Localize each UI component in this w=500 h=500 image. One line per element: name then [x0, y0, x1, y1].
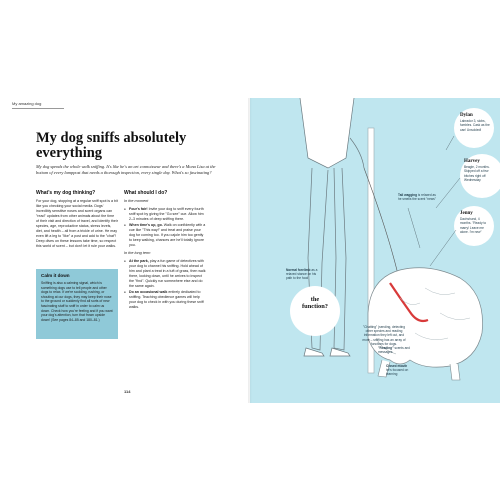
- calm-it-down-box: [36, 269, 118, 339]
- dylan-text: Labrador 3, slobs, fumbles. Cask as the can! Unsolded!: [460, 119, 490, 132]
- list-item-text: play a fun game of detectives with your dog to channel his sniffing. Hold ahead of him and plant a treat in a tuft of grass, then walk there, looking down, until he arrives to inspect the "find". Quickly run somewhere else and do the same again.: [129, 259, 206, 288]
- note-lead: "Reading": [378, 346, 394, 350]
- pointer-line-icon: [430, 230, 456, 266]
- list-item-lead: Do an occasional walk: [129, 290, 168, 294]
- dylan-name: Dylan: [460, 113, 473, 118]
- column-thinking: [36, 190, 118, 252]
- pointer-line-icon: [436, 178, 460, 208]
- list-item-text: entirely dedicated to sniffing. Teaching obedience games will help your dog to check in with you during these sniff walks.: [129, 290, 204, 309]
- page-number: 114: [124, 389, 131, 394]
- what-to-do-heading: What should I do?: [124, 190, 168, 196]
- note-text: is relaxed as he smells the scent "news": [398, 193, 436, 202]
- list-item-lead: At the park,: [129, 259, 149, 263]
- book-spread: [0, 98, 500, 403]
- mouth-note: [386, 364, 420, 377]
- list-item-text: Walk on confidently with a cue like "This way!" and treat and praise your dog for coming too. If you cajole him too gently to keep walking, chances are he'll totally ignore you.: [129, 223, 206, 247]
- jenny-note: [460, 212, 490, 234]
- harvey-text: Beagle, 2 months. Skipped off a few bitches right off Wednesday: [464, 165, 490, 182]
- calm-box-heading: Calm it down: [41, 273, 70, 278]
- note-lead: Tail wagging: [398, 193, 418, 197]
- jenny-text: Dachshund, 4 months. "Ready to marry! Leave me alone. I'm new": [460, 217, 487, 234]
- list-item-text: Invite your dog to sniff every fourth sniff spot by giving the "Go see" cue. Allow him 2–3 minutes of deep sniffing there.: [129, 207, 204, 221]
- list-item-lead: When time's up, go.: [129, 223, 163, 227]
- list-item-lead: Four's fair!: [129, 207, 148, 211]
- tail-wagging-note: [398, 193, 438, 201]
- list-item: [124, 207, 206, 222]
- pointer-line-icon: [446, 136, 454, 150]
- dylan-note: [460, 114, 490, 132]
- running-head-rule: [12, 108, 64, 109]
- left-page: [0, 98, 250, 403]
- function-heading-line2: function?: [302, 303, 328, 310]
- right-page: [250, 98, 500, 403]
- long-term-list: [124, 259, 206, 310]
- intro-paragraph: My dog spends the whole walk sniffing. It's like he's an art connoisseur and there's a Mona Lisa at the bottom of every lamppost that needs a thorough inspection, every single day. What's so fascinating?: [36, 164, 216, 175]
- harvey-name: Harvey: [464, 159, 480, 164]
- harvey-note: [464, 160, 498, 182]
- list-item: [124, 223, 206, 248]
- page-title: My dog sniffs absolutely everything: [36, 130, 187, 161]
- dog-walk-illustration: [250, 98, 500, 403]
- calm-box-body: Sniffing is also a calming signal, which is something dogs use to tell people and other dogs to relax. If we're scolding, rushing, or shouting at our dogs, they may keep their nose to the ground or suddenly find all sorts of new fascinating stuff to sniff in order to calm us down. Check how you're feeling and if you want your dog's attention, turn that frown upside down! (See pages 84–85 and 180–81.): [41, 281, 113, 322]
- jenny-name: Jenny: [460, 211, 473, 216]
- note-text: as a relaxed stance on his path to the food: [286, 268, 318, 281]
- in-the-moment-list: [124, 207, 206, 248]
- note-lead: Normal forelimb: [286, 268, 311, 272]
- book-gutter: [248, 98, 252, 403]
- in-the-long-term-subheading: In the long term: [124, 251, 151, 255]
- in-the-moment-subheading: In the moment: [124, 199, 149, 203]
- forelimb-note: [286, 268, 322, 281]
- note-lead: Closed mouth: [386, 364, 408, 368]
- note-text: he's focused on learning: [386, 368, 409, 377]
- list-item: [124, 290, 206, 310]
- thinking-heading: What's my dog thinking?: [36, 190, 96, 196]
- note-text: scents and messages: [378, 346, 410, 355]
- column-what-to-do: [124, 190, 206, 313]
- list-item: [124, 259, 206, 289]
- pointer-line-icon: [408, 208, 420, 248]
- thinking-body: For your dog, stopping at a regular sniff spot is a bit like you checking your social media. Dogs' incredibly sensitive noses and scent organs can "read" updates from other animals about the time of their visit and direction of travel, and identify their species, age, reproductive status, stress levels, diet, and health – all from a trickle of urine. He may even lift a leg to "like" a post and add to the "chat"! Deep dives on these lessons take time, so respect this world of scent – but don't let it rule your walks.: [36, 199, 118, 248]
- reading-note: [378, 346, 412, 354]
- running-head: My amazing dog: [12, 101, 42, 106]
- function-note: "Chatting" (sending, detecting other species and reading information they left out, and more – sniffing has an array of functions for dogs.: [362, 325, 406, 346]
- function-heading-circle: [290, 286, 340, 336]
- function-heading-line1: the: [310, 296, 320, 303]
